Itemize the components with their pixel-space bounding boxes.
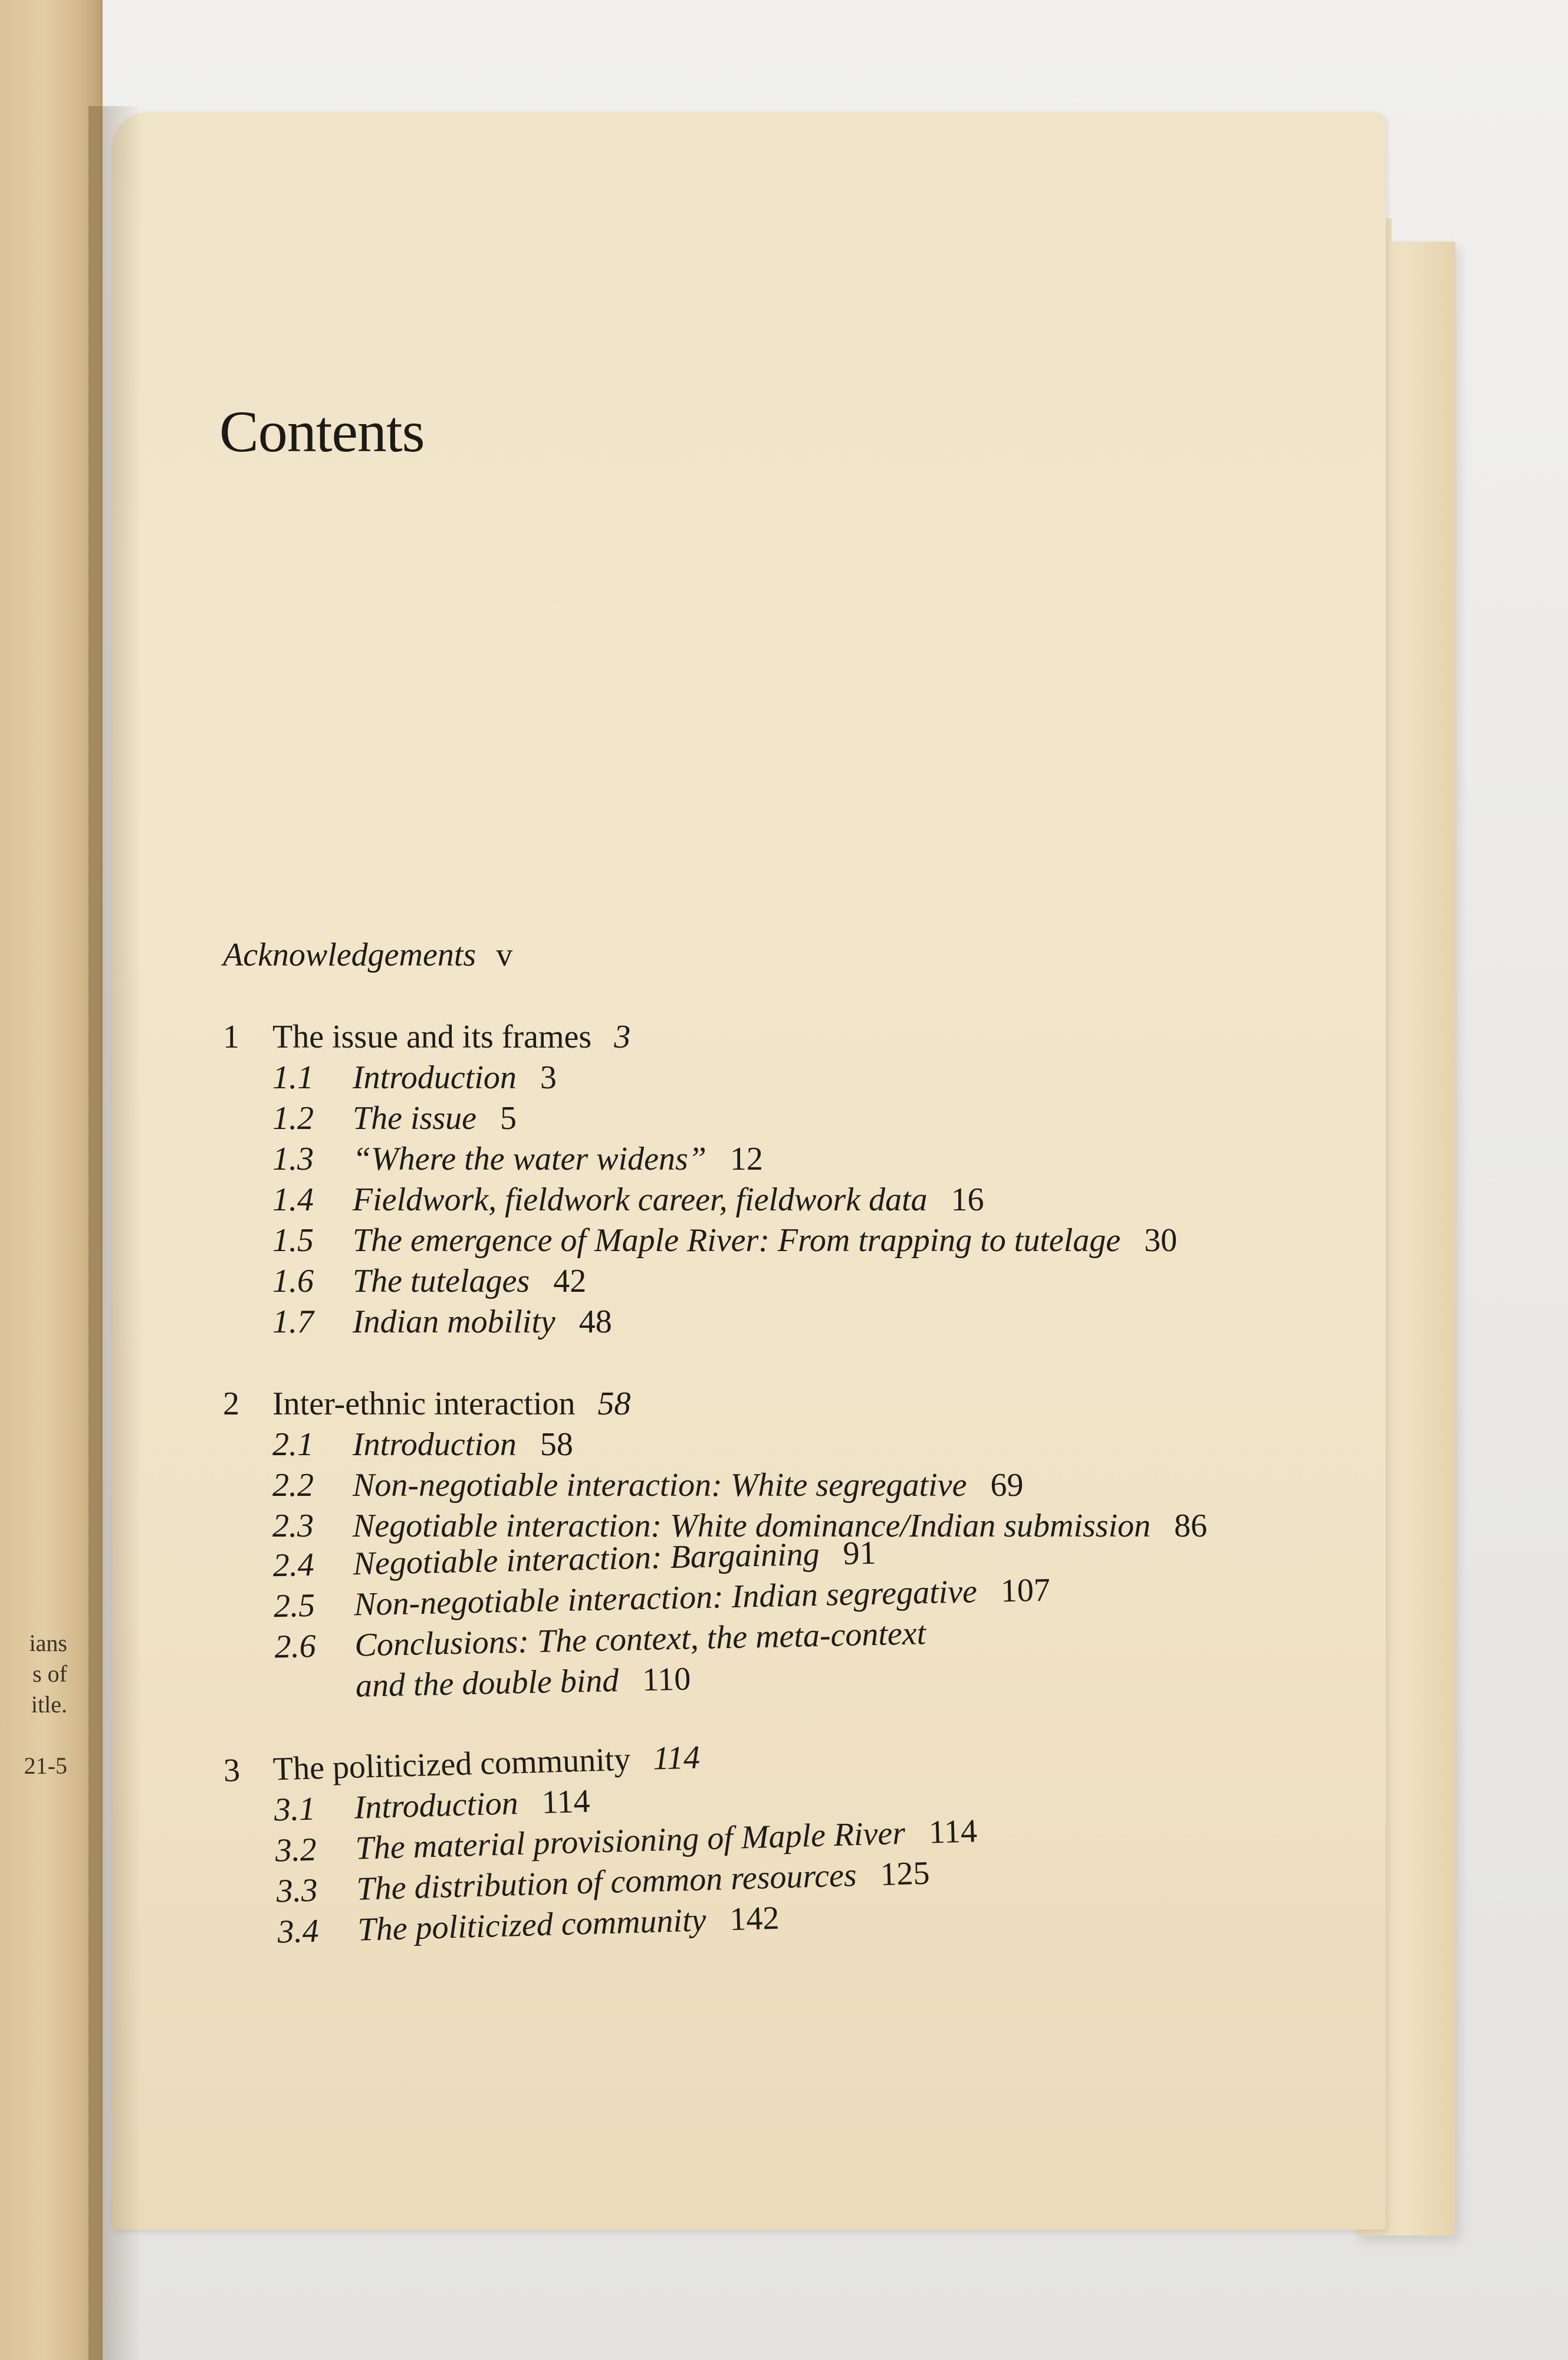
chapter-page: 3 xyxy=(614,1019,631,1055)
left-page-fragment: 21-5 xyxy=(24,1752,67,1779)
chapter-number: 2 xyxy=(223,1386,239,1422)
section-title: Non-negotiable interaction: Indian segregative xyxy=(353,1573,978,1623)
toc-section xyxy=(223,1302,1284,1343)
left-page-text-fragments xyxy=(0,1628,71,1781)
section-number: 2.1 xyxy=(272,1426,314,1463)
section-page: 42 xyxy=(553,1263,587,1299)
section-title: Introduction xyxy=(353,1785,519,1826)
section-number: 3.4 xyxy=(277,1912,320,1951)
section-title: The politicized community xyxy=(357,1902,707,1948)
toc-acknowledgements xyxy=(223,935,1284,976)
section-title: Introduction xyxy=(353,1059,517,1096)
toc-section xyxy=(223,1465,1284,1506)
section-page: 107 xyxy=(1000,1571,1051,1610)
toc-chapter xyxy=(223,1017,1284,1343)
left-page-fragment xyxy=(0,1720,71,1751)
section-page: 5 xyxy=(500,1100,517,1137)
acknowledgements-page: v xyxy=(496,937,513,973)
section-number: 2.5 xyxy=(273,1587,315,1625)
section-title: Introduction xyxy=(353,1426,517,1463)
section-page: 30 xyxy=(1144,1222,1178,1259)
section-number: 1.4 xyxy=(272,1181,314,1218)
section-page: 86 xyxy=(1174,1508,1208,1544)
section-number: 1.6 xyxy=(272,1263,314,1299)
section-number: 1.2 xyxy=(272,1100,314,1137)
left-page-fragment: itle. xyxy=(31,1691,67,1718)
section-title: Conclusions: The context, the meta-context xyxy=(354,1615,926,1664)
section-page: 91 xyxy=(843,1534,877,1572)
left-facing-page xyxy=(0,0,103,2360)
book-gutter-shadow xyxy=(88,106,142,2360)
section-page: 58 xyxy=(540,1426,573,1463)
section-title: The material provisioning of Maple River xyxy=(354,1814,906,1867)
section-number: 1.7 xyxy=(272,1304,314,1340)
section-title: “Where the water widens” xyxy=(353,1141,706,1177)
section-number: 1.1 xyxy=(272,1059,314,1096)
section-title: The tutelages xyxy=(353,1263,530,1299)
left-page-fragment: ians xyxy=(29,1630,67,1656)
section-title: Negotiable interaction: White dominance/Indian submission xyxy=(353,1508,1151,1544)
section-page: 16 xyxy=(951,1181,984,1218)
section-number: 3.3 xyxy=(275,1872,318,1910)
section-page: 12 xyxy=(729,1141,763,1177)
chapter-heading xyxy=(223,1017,1284,1058)
section-number: 1.5 xyxy=(272,1222,314,1259)
section-number: 2.2 xyxy=(272,1467,314,1504)
section-title: The emergence of Maple River: From trapping to tutelage xyxy=(353,1222,1121,1259)
section-number: 2.4 xyxy=(272,1546,315,1584)
toc-section xyxy=(223,1098,1284,1139)
chapter-number: 3 xyxy=(223,1752,241,1789)
section-number: 2.3 xyxy=(272,1508,314,1544)
toc-section xyxy=(223,1058,1284,1098)
section-number: 3.2 xyxy=(274,1831,317,1869)
toc-section xyxy=(223,1180,1284,1220)
toc-chapter xyxy=(223,1384,1284,1709)
chapter-2-lower-sections xyxy=(223,1524,1287,1709)
section-page: 110 xyxy=(642,1660,691,1699)
chapter-title: Inter-ethnic interaction xyxy=(272,1386,576,1422)
chapter-heading xyxy=(223,1384,1284,1424)
chapter-title: The issue and its frames xyxy=(272,1019,592,1055)
section-title: Negotiable interaction: Bargaining xyxy=(353,1535,820,1583)
section-number: 3.1 xyxy=(273,1790,316,1829)
chapter-number: 1 xyxy=(223,1019,239,1055)
section-title: The issue xyxy=(353,1100,476,1137)
section-page: 114 xyxy=(541,1783,591,1821)
section-title: The distribution of common resources xyxy=(356,1857,857,1908)
section-number: 1.3 xyxy=(272,1141,314,1177)
section-title: Indian mobility xyxy=(353,1304,555,1340)
page-title: Contents xyxy=(219,399,425,464)
section-title: Non-negotiable interaction: White segregative xyxy=(353,1467,967,1504)
chapter-page: 114 xyxy=(652,1739,701,1777)
toc-section xyxy=(223,1424,1284,1465)
section-page: 3 xyxy=(540,1059,557,1096)
acknowledgements-label: Acknowledgements xyxy=(223,937,476,973)
toc-section xyxy=(223,1139,1284,1180)
section-page: 114 xyxy=(928,1813,978,1851)
table-of-contents xyxy=(223,935,1284,1995)
toc-chapter xyxy=(223,1721,1290,1954)
section-title: Fieldwork, fieldwork career, fieldwork data xyxy=(353,1181,928,1218)
section-title-continuation: and the double bind xyxy=(355,1662,619,1705)
chapter-title: The politicized community xyxy=(272,1741,632,1788)
left-page-fragment: s of xyxy=(32,1660,67,1687)
section-page: 69 xyxy=(990,1467,1024,1504)
toc-section xyxy=(223,1220,1284,1261)
section-page: 125 xyxy=(879,1854,931,1893)
section-number: 2.6 xyxy=(274,1627,317,1666)
section-page: 48 xyxy=(578,1304,612,1340)
chapter-page: 58 xyxy=(597,1386,631,1422)
toc-section xyxy=(223,1261,1284,1302)
section-page: 142 xyxy=(729,1899,780,1938)
